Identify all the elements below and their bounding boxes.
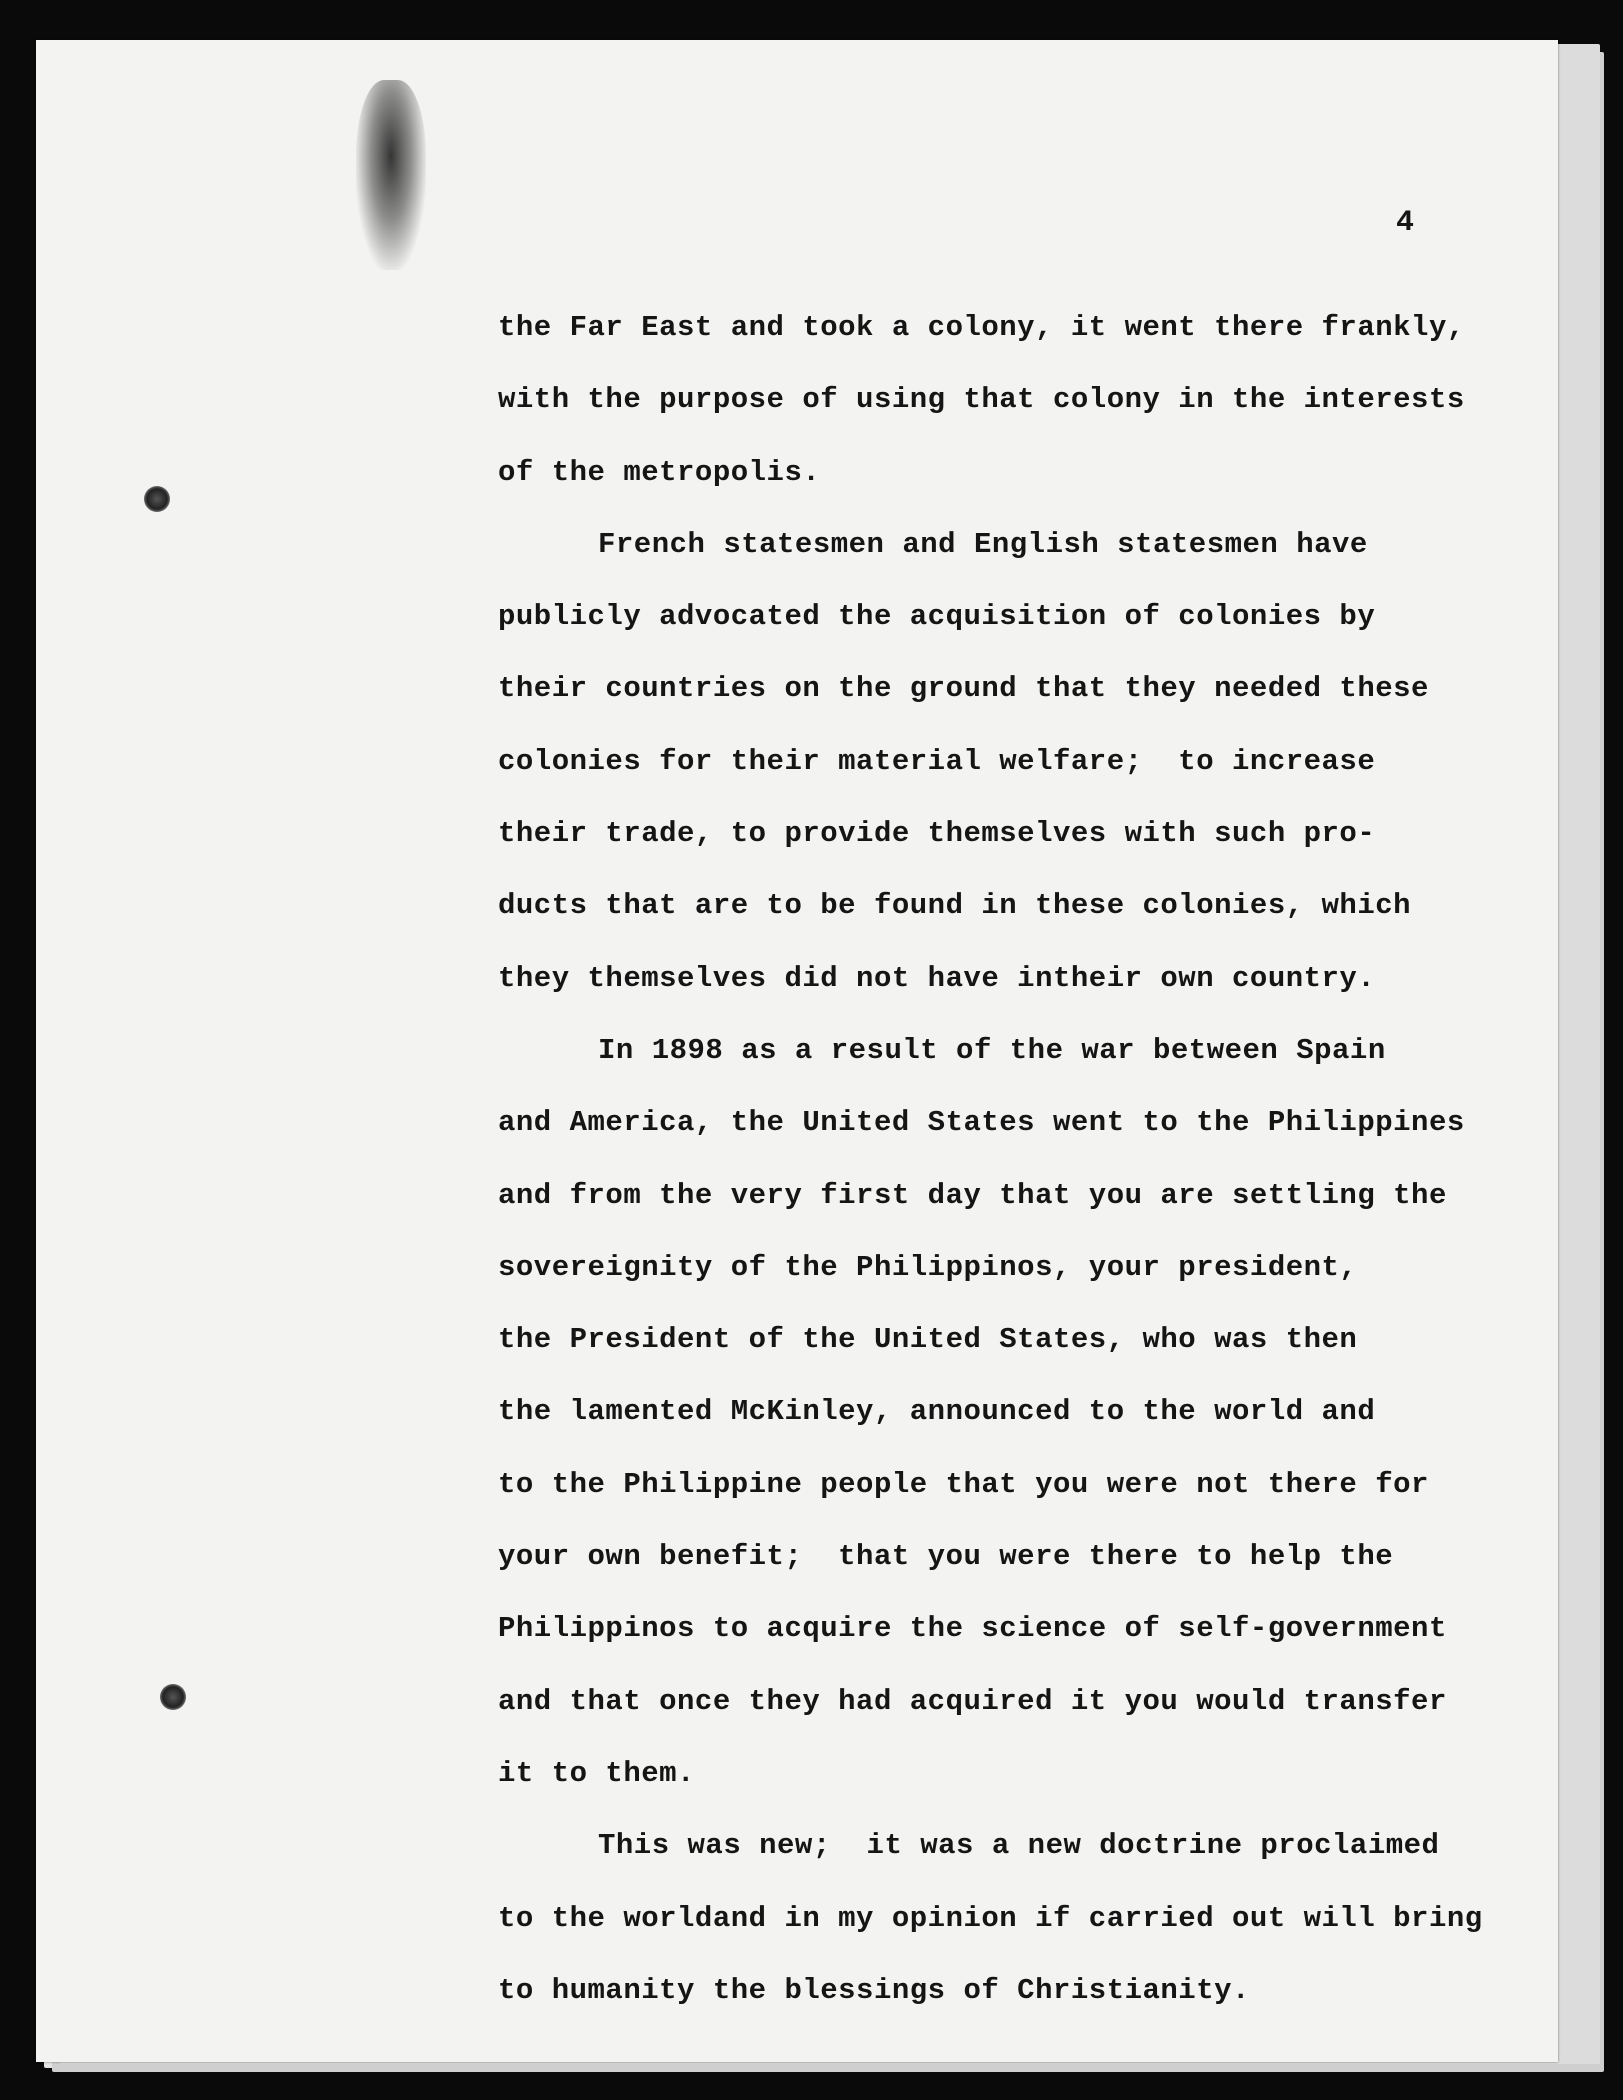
text-line: of the metropolis.	[498, 455, 821, 489]
text-line: Philippinos to acquire the science of self-government	[498, 1612, 1447, 1646]
text-line: their trade, to provide themselves with such pro-	[498, 817, 1376, 851]
text-line: and that once they had acquired it you would transfer	[498, 1684, 1447, 1718]
text-line: to the worldand in my opinion if carried out will bring	[498, 1901, 1483, 1935]
text-line: sovereignity of the Philippinos, your president,	[498, 1250, 1358, 1284]
text-line: the President of the United States, who was then	[498, 1323, 1358, 1357]
text-line: This was new; it was a new doctrine proclaimed	[598, 1829, 1440, 1863]
text-line: and from the very first day that you are settling the	[498, 1178, 1447, 1212]
ink-smudge	[356, 80, 426, 270]
punch-hole-bottom	[160, 1684, 186, 1710]
text-line: with the purpose of using that colony in the interests	[498, 383, 1465, 417]
text-line: and America, the United States went to the Philippines	[498, 1106, 1465, 1140]
text-line: In 1898 as a result of the war between Spain	[598, 1033, 1386, 1067]
punch-hole-top	[144, 486, 170, 512]
typed-text-body	[498, 292, 1608, 2027]
text-line: colonies for their material welfare; to increase	[498, 744, 1376, 778]
text-line: your own benefit; that you were there to help the	[498, 1540, 1394, 1574]
text-line: their countries on the ground that they needed these	[498, 672, 1429, 706]
text-line: ducts that are to be found in these colonies, which	[498, 889, 1412, 923]
text-line: the Far East and took a colony, it went there frankly,	[498, 311, 1465, 344]
text-line: to the Philippine people that you were not there for	[498, 1467, 1429, 1501]
page-number: 4	[1396, 206, 1415, 240]
text-line: they themselves did not have intheir own country.	[498, 961, 1376, 995]
text-line: the lamented McKinley, announced to the world and	[498, 1395, 1376, 1429]
text-line: French statesmen and English statesmen have	[598, 527, 1368, 561]
text-line: to humanity the blessings of Christianity.	[498, 1973, 1250, 2007]
text-line: publicly advocated the acquisition of colonies by	[498, 600, 1376, 634]
text-line: it to them.	[498, 1756, 695, 1790]
document-page	[36, 40, 1558, 2062]
